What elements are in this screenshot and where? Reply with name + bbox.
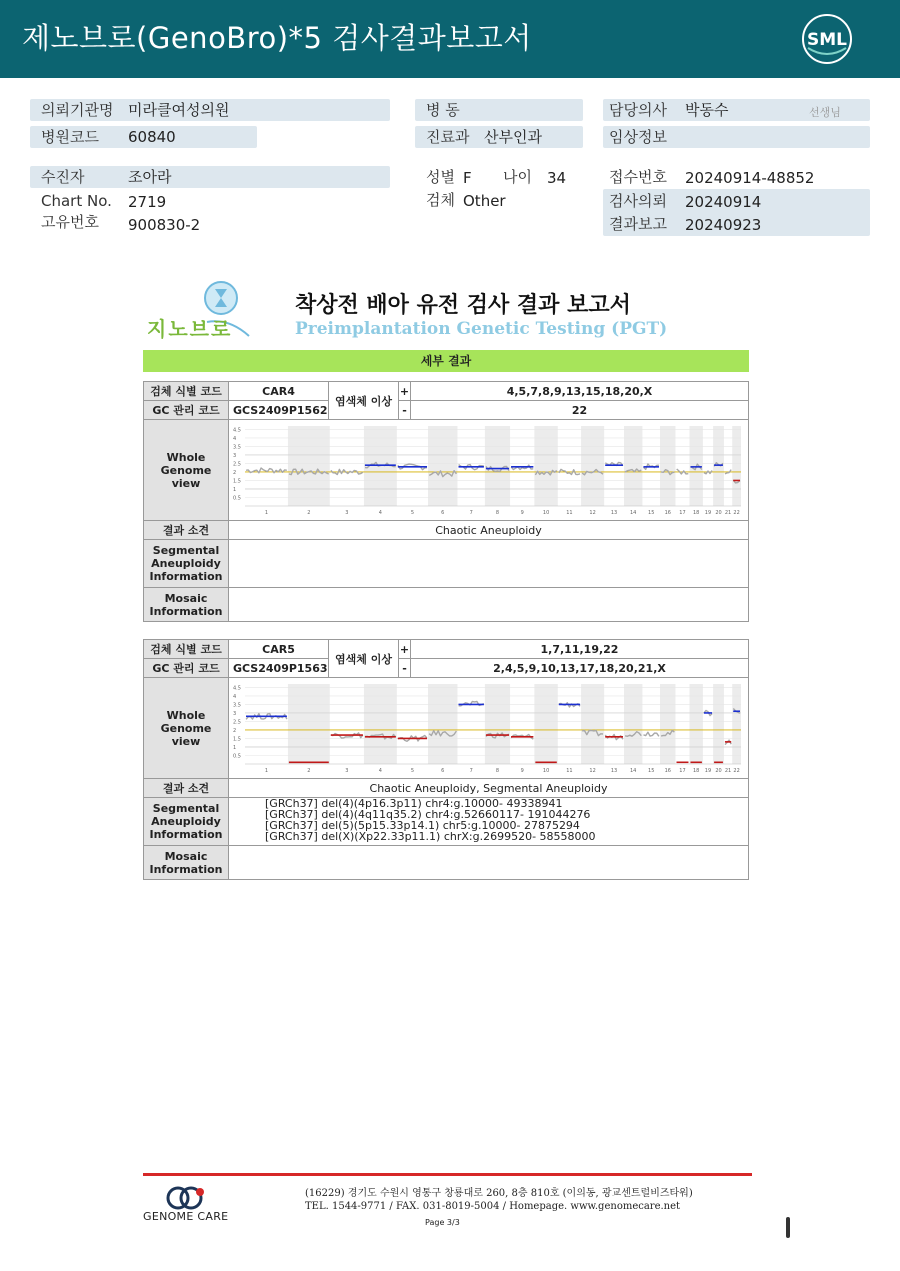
gc-code-label: GC 관리 코드 xyxy=(144,659,229,678)
sml-logo xyxy=(800,12,854,66)
sex-value: F xyxy=(463,169,472,187)
footer-divider xyxy=(143,1173,752,1176)
y-tick-label: 2 xyxy=(233,469,237,476)
company-name: GENOME CARE xyxy=(143,1210,229,1223)
x-tick-label: 14 xyxy=(630,768,637,774)
x-tick-label: 21 xyxy=(724,768,732,774)
patient-value: 조아라 xyxy=(128,168,172,186)
sample-code-value: CAR5 xyxy=(229,640,329,659)
contact-line: TEL. 1544-9771 / FAX. 031-8019-5004 / Homepage. www.genomecare.net xyxy=(305,1201,681,1212)
department-value: 산부인과 xyxy=(484,128,542,146)
gc-code-value: GCS2409P1562 xyxy=(229,401,329,420)
y-tick-label: 1 xyxy=(233,744,237,751)
x-tick-label: 8 xyxy=(495,768,500,774)
copy-number-points xyxy=(677,469,689,474)
institution-label: 의뢰기관명 xyxy=(41,101,114,119)
mosaic-value xyxy=(229,846,749,880)
y-tick-label: 0.5 xyxy=(233,495,241,502)
address-line: (16229) 경기도 수원시 영통구 창룡대로 260, 8층 810호 (이의동, 광교센트럴비즈타워) xyxy=(305,1188,693,1199)
y-tick-label: 2.5 xyxy=(233,461,241,468)
y-tick-label: 4.5 xyxy=(233,427,241,434)
x-tick-label: 22 xyxy=(733,768,740,774)
hospital-code-label: 병원코드 xyxy=(41,128,99,146)
segmental-line: [GRCh37] del(4)(4q11q35.2) chr4:g.52660117- 191044276 xyxy=(265,808,591,821)
segmental-label: Segmental Aneuploidy Information xyxy=(144,798,229,846)
result-value: Chaotic Aneuploidy xyxy=(229,521,749,540)
y-tick-label: 1.5 xyxy=(233,736,241,743)
y-tick-label: 4 xyxy=(233,693,237,700)
segmental-line: [GRCh37] del(4)(4p16.3p11) chr4:g.10000- 49338941 xyxy=(265,797,563,810)
x-tick-label: 11 xyxy=(566,768,573,774)
gc-code-value: GCS2409P1563 xyxy=(229,659,329,678)
page-number: Page 3/3 xyxy=(425,1218,460,1227)
x-tick-label: 7 xyxy=(469,768,473,774)
x-tick-label: 19 xyxy=(704,510,712,516)
unique-no-label: 고유번호 xyxy=(41,213,99,231)
sex-label: 성별 xyxy=(426,168,455,186)
x-tick-label: 9 xyxy=(520,510,524,516)
x-tick-label: 12 xyxy=(589,768,596,774)
x-tick-label: 20 xyxy=(715,510,722,516)
y-tick-label: 1.5 xyxy=(233,478,241,485)
report-date-label: 결과보고 xyxy=(609,215,667,233)
sample-code-label: 검체 식별 코드 xyxy=(144,382,229,401)
x-tick-label: 7 xyxy=(469,510,473,516)
loss-sign: - xyxy=(399,401,411,420)
loss-chromosomes: 22 xyxy=(411,401,749,420)
x-tick-label: 5 xyxy=(410,510,415,516)
x-tick-label: 21 xyxy=(724,510,732,516)
ward-label: 병 동 xyxy=(426,101,460,119)
x-tick-label: 22 xyxy=(733,510,740,516)
x-tick-label: 3 xyxy=(345,768,349,774)
y-tick-label: 3.5 xyxy=(233,444,241,451)
x-tick-label: 9 xyxy=(520,768,524,774)
y-tick-label: 3.5 xyxy=(233,702,241,709)
y-tick-label: 2.5 xyxy=(233,719,241,726)
receipt-no-label: 접수번호 xyxy=(609,168,667,186)
y-tick-label: 4 xyxy=(233,435,237,442)
chart-no-value: 2719 xyxy=(128,193,167,211)
x-tick-label: 15 xyxy=(648,510,655,516)
x-tick-label: 17 xyxy=(679,768,686,774)
sample-code-value: CAR4 xyxy=(229,382,329,401)
whole-genome-cell xyxy=(229,420,749,521)
age-label: 나이 xyxy=(503,168,532,186)
mosaic-label: Mosaic Information xyxy=(144,846,229,880)
request-date-value: 20240914 xyxy=(685,193,762,211)
x-tick-label: 6 xyxy=(441,510,445,516)
header-bar xyxy=(0,0,900,78)
y-tick-label: 2 xyxy=(233,727,237,734)
result-label: 결과 소견 xyxy=(144,779,229,798)
age-value: 34 xyxy=(547,169,567,187)
x-tick-label: 19 xyxy=(704,768,712,774)
department-label: 진료과 xyxy=(426,128,470,146)
specimen-label: 검체 xyxy=(426,191,455,209)
y-tick-label: 3 xyxy=(233,710,237,717)
segmental-line: [GRCh37] del(X)(Xp22.33p11.1) chrX:g.2699520- 58558000 xyxy=(265,830,596,843)
gain-sign: + xyxy=(399,640,411,659)
segmental-value xyxy=(229,540,749,588)
genome-care-logo-icon xyxy=(163,1184,209,1212)
x-tick-label: 18 xyxy=(693,768,700,774)
y-tick-label: 4.5 xyxy=(233,685,241,692)
whole-genome-chart-2 xyxy=(229,678,747,775)
copy-number-points xyxy=(644,732,659,736)
x-tick-label: 18 xyxy=(693,510,700,516)
x-tick-label: 14 xyxy=(630,510,637,516)
report-subtitle: Preimplantation Genetic Testing (PGT) xyxy=(295,319,668,339)
page-title: 제노브로(GenoBro)*5 검사결과보고서 xyxy=(22,21,532,55)
y-tick-label: 1 xyxy=(233,486,237,493)
x-tick-label: 2 xyxy=(307,768,311,774)
x-tick-label: 10 xyxy=(542,768,550,774)
mosaic-value xyxy=(229,588,749,622)
segmental-line: [GRCh37] del(5)(5p15.33p14.1) chr5:g.10000- 27875294 xyxy=(265,819,580,832)
company-address xyxy=(305,1187,693,1213)
whole-genome-label: Whole Genome view xyxy=(144,678,229,779)
doctor-label: 담당의사 xyxy=(609,101,667,119)
x-tick-label: 10 xyxy=(542,510,550,516)
chrom-abn-label: 염색체 이상 xyxy=(329,382,399,420)
sample-code-label: 검체 식별 코드 xyxy=(144,640,229,659)
report-date-value: 20240923 xyxy=(685,216,762,234)
chart-no-label: Chart No. xyxy=(41,192,112,210)
gain-chromosomes: 1,7,11,19,22 xyxy=(411,640,749,659)
whole-genome-label: Whole Genome view xyxy=(144,420,229,521)
section-title: 세부 결과 xyxy=(143,350,749,372)
x-tick-label: 1 xyxy=(264,510,269,516)
doctor-suffix: 선생님 xyxy=(809,106,841,119)
mosaic-label: Mosaic Information xyxy=(144,588,229,622)
chrom-abn-label: 염색체 이상 xyxy=(329,640,399,678)
loss-sign: - xyxy=(399,659,411,678)
unique-no-value: 900830-2 xyxy=(128,216,201,234)
x-tick-label: 16 xyxy=(664,510,671,516)
gc-code-label: GC 관리 코드 xyxy=(144,401,229,420)
report-title: 착상전 배아 유전 검사 결과 보고서 xyxy=(295,293,631,318)
x-tick-label: 6 xyxy=(441,768,445,774)
specimen-value: Other xyxy=(463,192,506,210)
y-tick-label: 0.5 xyxy=(233,753,241,760)
clinical-info-label: 임상정보 xyxy=(609,128,667,146)
y-tick-label: 3 xyxy=(233,452,237,459)
hospital-code-value: 60840 xyxy=(128,128,176,146)
x-tick-label: 1 xyxy=(264,768,269,774)
receipt-no-value: 20240914-48852 xyxy=(685,169,815,187)
sample-table-2 xyxy=(143,639,749,880)
segmental-value xyxy=(229,798,749,846)
x-tick-label: 20 xyxy=(715,768,722,774)
result-value: Chaotic Aneuploidy, Segmental Aneuploidy xyxy=(229,779,749,798)
segmental-label: Segmental Aneuploidy Information xyxy=(144,540,229,588)
gain-chromosomes: 4,5,7,8,9,13,15,18,20,X xyxy=(411,382,749,401)
institution-value: 미라클여성의원 xyxy=(128,101,230,119)
x-tick-label: 5 xyxy=(410,768,415,774)
patient-label: 수진자 xyxy=(41,168,85,186)
x-tick-label: 16 xyxy=(664,768,671,774)
x-tick-label: 12 xyxy=(589,510,596,516)
x-tick-label: 13 xyxy=(610,510,618,516)
whole-genome-cell xyxy=(229,678,749,779)
genobro-logo-text: 지노브로 xyxy=(147,317,233,341)
loss-chromosomes: 2,4,5,9,10,13,17,18,20,21,X xyxy=(411,659,749,678)
doctor-value: 박동수 xyxy=(685,101,729,119)
x-tick-label: 3 xyxy=(345,510,349,516)
x-tick-label: 15 xyxy=(648,768,655,774)
sample-table-1 xyxy=(143,381,749,622)
x-tick-label: 4 xyxy=(378,510,382,516)
x-tick-label: 11 xyxy=(566,510,573,516)
x-tick-label: 4 xyxy=(378,768,382,774)
x-tick-label: 17 xyxy=(679,510,686,516)
result-label: 결과 소견 xyxy=(144,521,229,540)
x-tick-label: 8 xyxy=(495,510,500,516)
whole-genome-chart-1 xyxy=(229,420,747,517)
gain-sign: + xyxy=(399,382,411,401)
x-tick-label: 2 xyxy=(307,510,311,516)
request-date-label: 검사의뢰 xyxy=(609,192,667,210)
x-tick-label: 13 xyxy=(610,768,618,774)
scroll-indicator[interactable] xyxy=(786,1217,790,1238)
sml-logo-text: SML xyxy=(807,30,847,50)
